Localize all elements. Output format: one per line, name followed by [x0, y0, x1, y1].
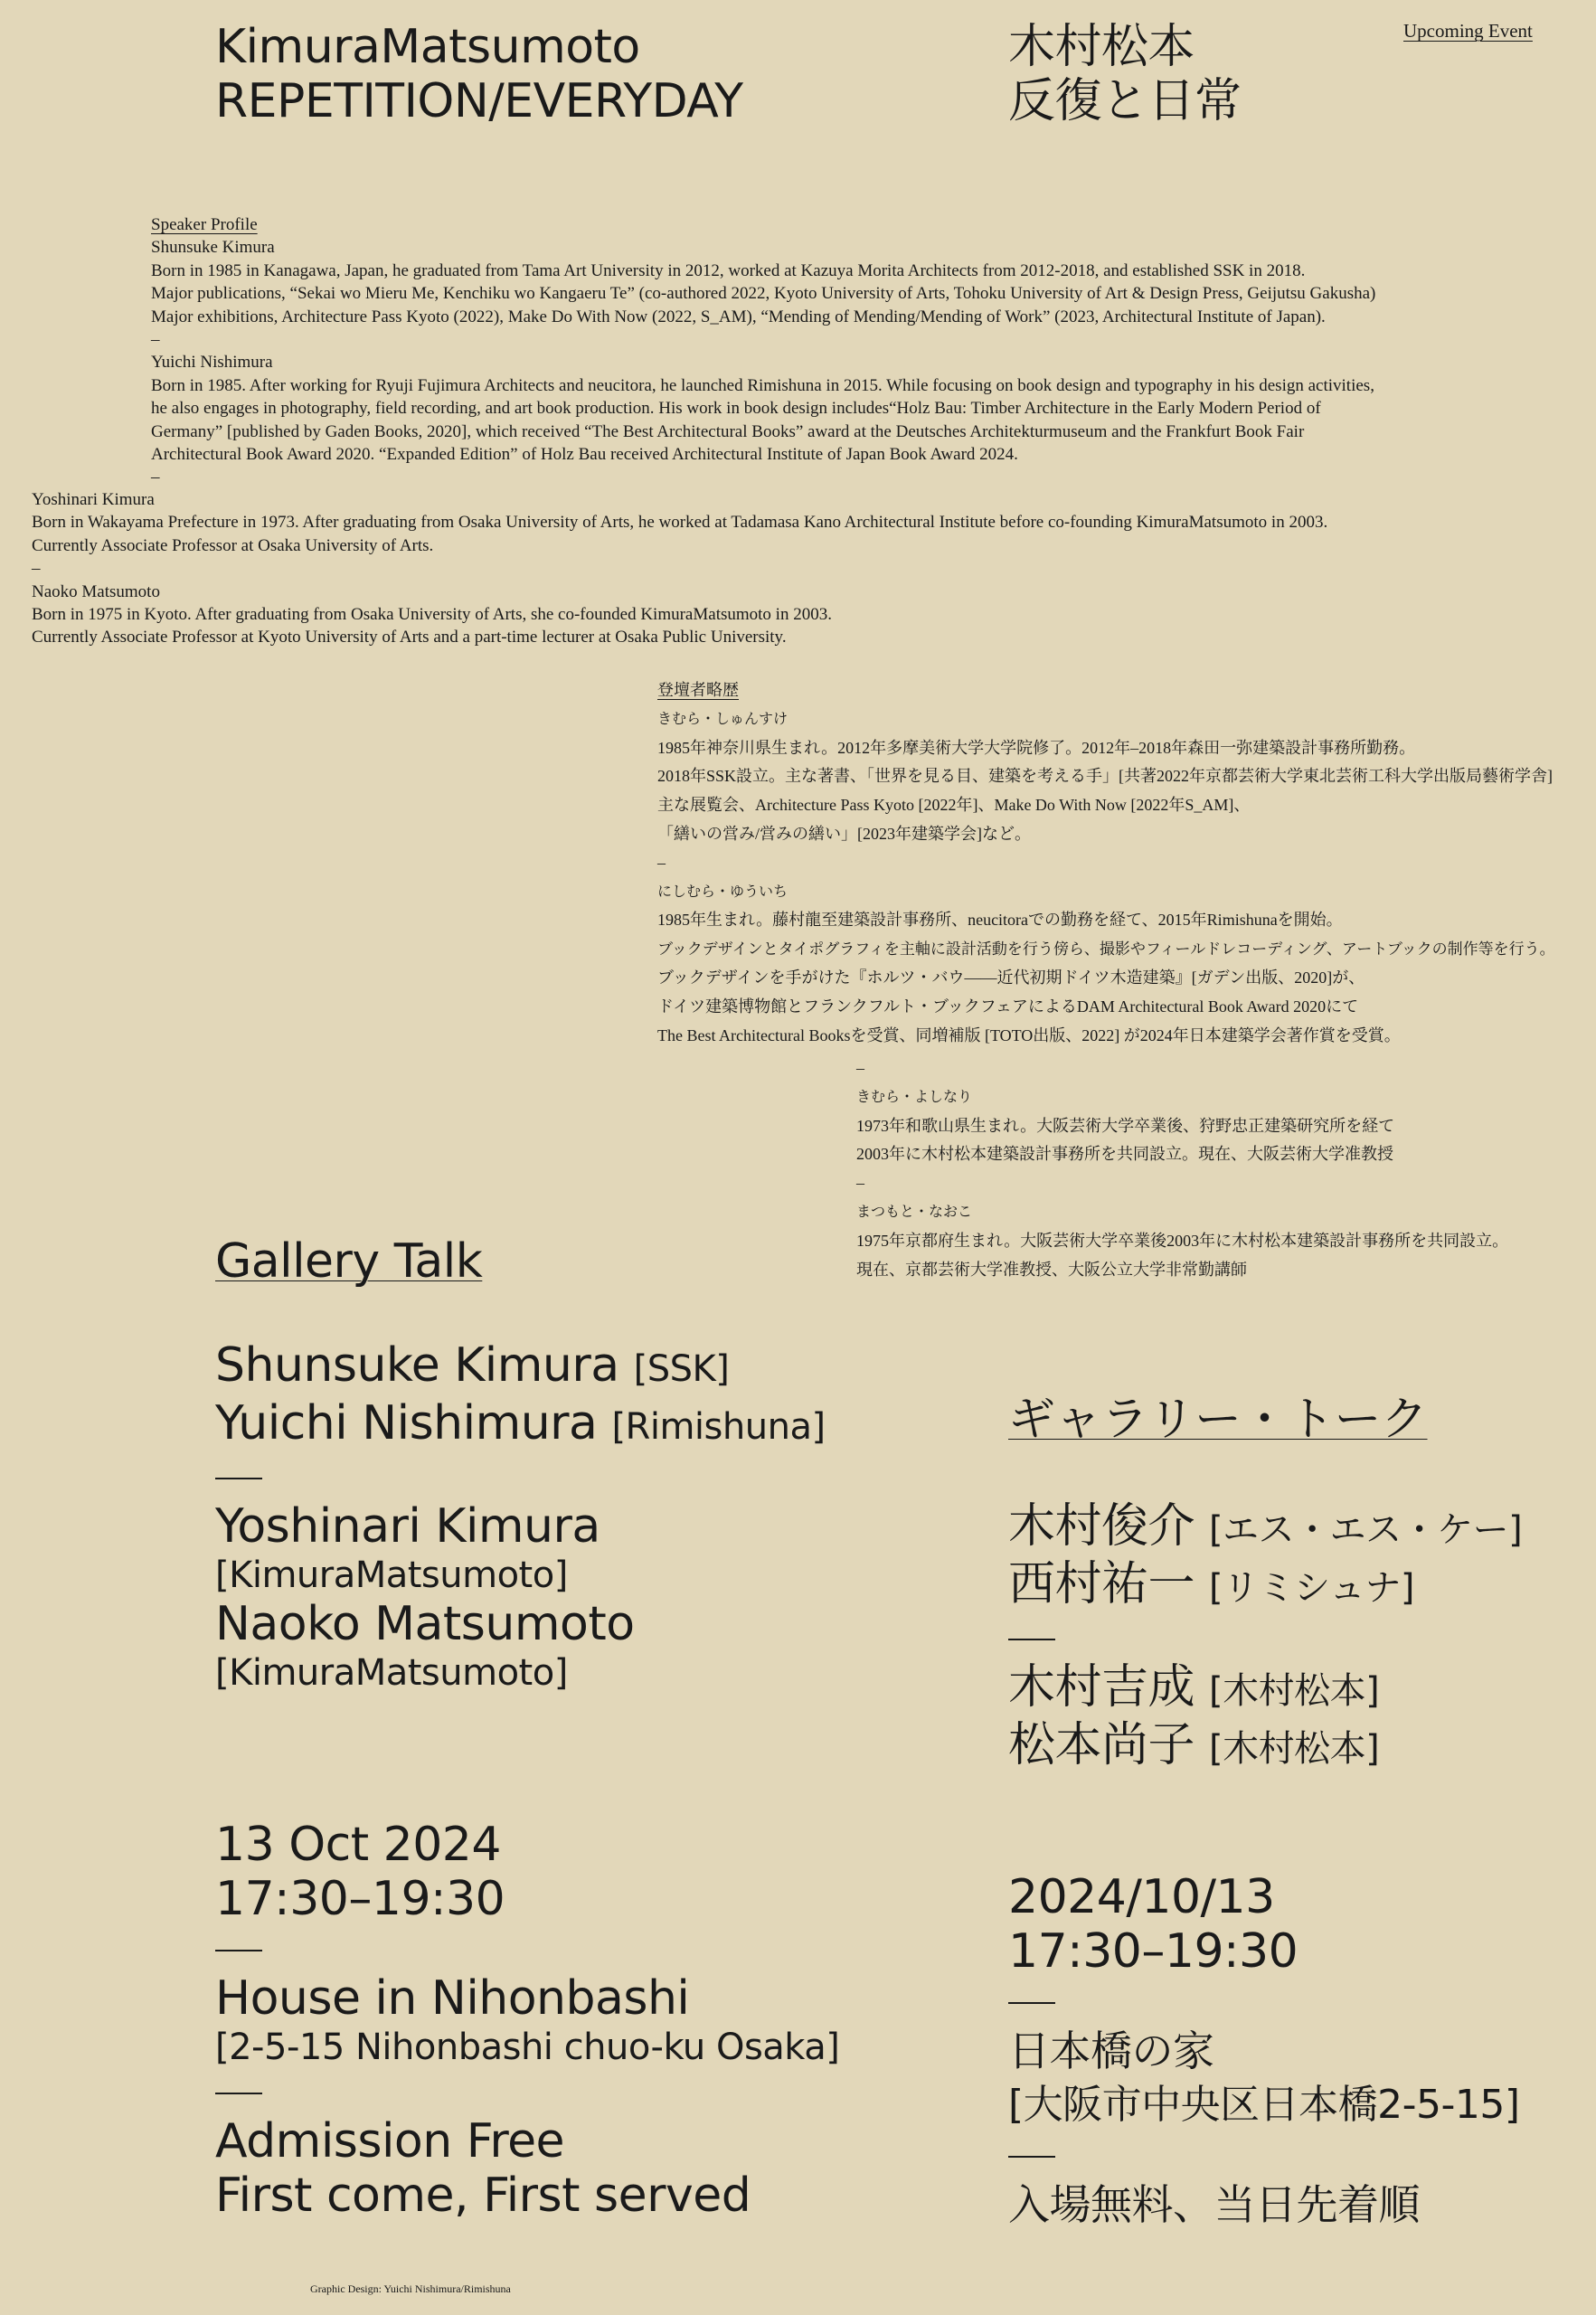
speaker-affiliation: [KimuraMatsumoto]	[215, 1652, 568, 1694]
event-date: 13 Oct 2024	[215, 1818, 501, 1872]
speakers-jp	[1008, 1499, 1522, 1776]
profile-kana-naoko: まつもと・なおこ	[856, 1204, 973, 1220]
separator-dash: –	[657, 853, 666, 872]
divider	[1008, 2002, 1055, 2004]
profile-kana-yuichi: にしむら・ゆういち	[657, 883, 789, 900]
admission-info: Admission Free	[215, 2114, 565, 2169]
venue-name: House in Nihonbashi	[215, 1971, 690, 2026]
architect-name-en: KimuraMatsumoto	[215, 20, 640, 74]
profile-text: 主な展覧会、Architecture Pass Kyoto [2022年]、Make Do With Now [2022年S_AM]、	[657, 796, 1251, 815]
profile-name-shunsuke: Shunsuke Kimura	[151, 238, 275, 258]
speaker-affiliation: [SSK]	[633, 1348, 730, 1390]
gallery-talk-heading-en: Gallery Talk	[215, 1234, 483, 1289]
speaker-name: Yuichi Nishimura	[215, 1396, 598, 1450]
admission-info: 入場無料、当日先着順	[1008, 2180, 1420, 2229]
profile-text: Currently Associate Professor at Osaka University of Arts.	[32, 535, 434, 555]
profile-text: 2003年に木村松本建築設計事務所を共同設立。現在、大阪芸術大学准教授	[856, 1145, 1393, 1164]
exhibition-title-jp: 反復と日常	[1008, 74, 1242, 128]
profile-heading-jp: 登壇者略歴	[657, 681, 739, 699]
profile-text: Major exhibitions, Architecture Pass Kyoto (2022), Make Do With Now (2022, S_AM), “Mending of Mending/Mending of Work” (2023, Architectural Institute of Japan).	[151, 307, 1326, 326]
event-info-en	[215, 1818, 839, 2223]
separator-dash: –	[856, 1059, 864, 1077]
speaker-affiliation: [エス・エス・ケー]	[1209, 1509, 1523, 1551]
speaker-name: 西村祐一	[1008, 1557, 1195, 1611]
speaker-profile-jp-kimuramatsumoto	[856, 1054, 1580, 1284]
profile-text: 2018年SSK設立。主な著書、「世界を見る目、建築を考える手」[共著2022年京都芸術大学東北芸術工科大学出版局藝術学舎]	[657, 767, 1554, 786]
profile-text: Germany” [published by Gaden Books, 2020], which received “The Best Architectural Books” award at the Deutsches Architekturmuseum and the Frankfurt Book Fair	[151, 421, 1305, 441]
venue-name: 日本橋の家	[1008, 2027, 1214, 2075]
gallery-talk-heading-jp: ギャラリー・トーク	[1008, 1393, 1428, 1447]
design-credit: Graphic Design: Yuichi Nishimura/Rimishuna	[310, 2282, 511, 2295]
speaker-name: Shunsuke Kimura	[215, 1338, 619, 1393]
venue-address: [2-5-15 Nihonbashi chuo-ku Osaka]	[215, 2027, 840, 2068]
upcoming-event-link[interactable]: Upcoming Event	[1403, 20, 1533, 42]
speaker-affiliation: [木村松本]	[1209, 1728, 1380, 1770]
title-block-jp	[1008, 20, 1242, 128]
profile-text: 1973年和歌山県生まれ。大阪芸術大学卒業後、狩野忠正建築研究所を経て	[856, 1116, 1395, 1135]
admission-note: First come, First served	[215, 2169, 751, 2223]
profile-text: he also engages in photography, field recording, and art book production. His work in book design includes“Holz Bau: Timber Architecture in the Early Modern Period of	[151, 399, 1321, 419]
profile-text: ブックデザインとタイポグラフィを主軸に設計活動を行う傍ら、撮影やフィールドレコーディング、アートブックの制作等を行う。	[657, 940, 1555, 959]
speaker-affiliation: [リミシュナ]	[1209, 1567, 1414, 1609]
profile-text: 1975年京都府生まれ。大阪芸術大学卒業後2003年に木村松本建築設計事務所を共同設立。	[856, 1231, 1509, 1250]
profile-text: Architectural Book Award 2020. “Expanded Edition” of Holz Bau received Architectural Institute of Japan Book Award 2024.	[151, 445, 1018, 465]
speaker-name: Naoko Matsumoto	[215, 1597, 635, 1651]
profile-text: 1985年生まれ。藤村龍至建築設計事務所、neucitoraでの勤務を経て、2015年Rimishunaを開始。	[657, 911, 1343, 930]
speaker-name: 木村俊介	[1008, 1499, 1195, 1554]
profile-name-yoshinari: Yoshinari Kimura	[32, 490, 155, 509]
speaker-name: 木村吉成	[1008, 1660, 1195, 1715]
speaker-affiliation: [木村松本]	[1209, 1670, 1380, 1712]
profile-heading-en: Speaker Profile	[151, 215, 258, 234]
profile-text: 「繕いの営み/営みの繕い」[2023年建築学会]など。	[657, 824, 1031, 843]
separator-dash: –	[856, 1174, 864, 1193]
divider	[215, 1478, 262, 1479]
profile-text: ブックデザインを手がけた『ホルツ・バウ——近代初期ドイツ木造建築』[ガデン出版、2020]が、	[657, 968, 1365, 987]
venue-address: [大阪市中央区日本橋2-5-15]	[1008, 2082, 1520, 2128]
divider	[1008, 2156, 1055, 2158]
profile-text: Currently Associate Professor at Kyoto University of Arts and a part-time lecturer at Osaka Public University.	[32, 628, 787, 647]
title-block-en	[215, 20, 743, 128]
profile-text: ドイツ建築博物館とフランクフルト・ブックフェアによるDAM Architectural Book Award 2020にて	[657, 997, 1359, 1016]
profile-text: Born in 1985 in Kanagawa, Japan, he graduated from Tama Art University in 2012, worked at Kazuya Morita Architects from 2012-2018, and established SSK in 2018.	[151, 260, 1306, 280]
event-time: 17:30–19:30	[215, 1872, 505, 1926]
speaker-name: Yoshinari Kimura	[215, 1499, 600, 1554]
profile-text: 現在、京都芸術大学准教授、大阪公立大学非常勤講師	[856, 1260, 1247, 1279]
event-time: 17:30–19:30	[1008, 1924, 1299, 1979]
speakers-en	[215, 1338, 826, 1695]
divider	[215, 1950, 262, 1951]
architect-name-jp: 木村松本	[1008, 20, 1195, 74]
speaker-profile-en-kimuramatsumoto	[32, 488, 1560, 649]
profile-name-naoko: Naoko Matsumoto	[32, 581, 160, 601]
profile-text: Born in 1975 in Kyoto. After graduating from Osaka University of Arts, she co-founded KimuraMatsumoto in 2003.	[32, 605, 832, 625]
profile-text: 1985年神奈川県生まれ。2012年多摩美術大学大学院修了。2012年–2018年森田一弥建築設計事務所勤務。	[657, 738, 1416, 757]
profile-text: Major publications, “Sekai wo Mieru Me, Kenchiku wo Kangaeru Te” (co-authored 2022, Kyoto University of Arts, Tohoku University of Art & Design Press, Geijutsu Gakusha)	[151, 284, 1376, 304]
event-info-jp	[1008, 1870, 1520, 2232]
profile-kana-yoshinari: きむら・よしなり	[856, 1089, 973, 1105]
separator-dash: –	[32, 559, 41, 579]
speaker-profile-en	[151, 213, 1562, 489]
event-date: 2024/10/13	[1008, 1870, 1275, 1924]
separator-dash: –	[151, 330, 160, 350]
profile-name-yuichi: Yuichi Nishimura	[151, 353, 273, 373]
speaker-profile-jp	[657, 676, 1571, 1050]
divider	[1008, 1639, 1055, 1640]
profile-text: The Best Architectural Booksを受賞、同増補版 [TOTO出版、2022] が2024年日本建築学会著作賞を受賞。	[657, 1025, 1401, 1044]
profile-kana-shunsuke: きむら・しゅんすけ	[657, 711, 789, 727]
profile-text: Born in 1985. After working for Ryuji Fujimura Architects and neucitora, he launched Rimishuna in 2015. While focusing on book design and typography in his design activities,	[151, 375, 1374, 395]
speaker-affiliation: [Rimishuna]	[611, 1406, 826, 1448]
separator-dash: –	[151, 468, 160, 487]
exhibition-title-en: REPETITION/EVERYDAY	[215, 74, 743, 128]
divider	[215, 2093, 262, 2094]
speaker-affiliation: [KimuraMatsumoto]	[215, 1554, 568, 1596]
speaker-name: 松本尚子	[1008, 1718, 1195, 1772]
profile-text: Born in Wakayama Prefecture in 1973. After graduating from Osaka University of Arts, he worked at Tadamasa Kano Architectural Institute before co-founding KimuraMatsumoto in 2003.	[32, 513, 1328, 533]
